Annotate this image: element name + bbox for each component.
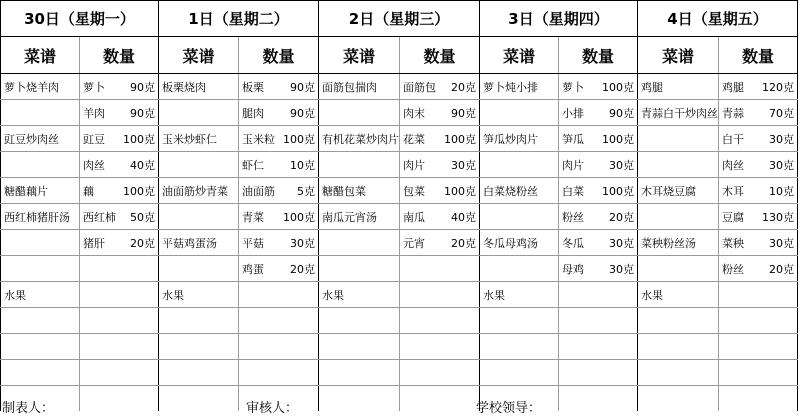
dish-cell (1, 152, 80, 178)
amount-label: 5克 (297, 184, 315, 198)
quantity-cell (719, 256, 798, 282)
dish-cell: 平菇鸡蛋汤 (159, 230, 239, 256)
table-row (1, 230, 798, 256)
footer-leader: 学校领导： (476, 401, 542, 416)
day-header: 1日（星期二） (159, 1, 319, 37)
quantity-cell (239, 152, 319, 178)
amount-label: 100克 (123, 132, 155, 146)
amount-label: 40克 (130, 158, 155, 172)
quantity-cell (559, 308, 638, 334)
quantity-cell (400, 152, 480, 178)
amount-label: 130克 (762, 210, 794, 224)
table-row (1, 74, 798, 100)
ingredient-label: 菜秧 (722, 236, 744, 250)
ingredient-label: 油面筋 (242, 184, 275, 198)
qty-column-header: 数量 (400, 37, 480, 74)
amount-label: 30克 (451, 158, 476, 172)
quantity-cell (559, 360, 638, 386)
quantity-cell (239, 360, 319, 386)
dish-column-header: 菜谱 (319, 37, 400, 74)
ingredient-label: 玉米粒 (242, 132, 275, 146)
quantity-cell (239, 126, 319, 152)
quantity-cell (80, 204, 159, 230)
table-row (1, 126, 798, 152)
dish-cell: 油面筋炒青菜 (159, 178, 239, 204)
dish-cell: 豇豆炒肉丝 (1, 126, 80, 152)
dish-cell: 水果 (319, 282, 400, 308)
dish-cell (480, 360, 559, 386)
footer-reviewer: 审核人： (246, 401, 299, 416)
ingredient-label: 肉片 (403, 158, 425, 172)
ingredient-label: 母鸡 (562, 262, 584, 276)
ingredient-label: 萝卜 (83, 80, 105, 94)
dish-column-header: 菜谱 (159, 37, 239, 74)
amount-label: 100克 (444, 132, 476, 146)
quantity-cell (559, 256, 638, 282)
quantity-cell (400, 74, 480, 100)
quantity-cell (400, 334, 480, 360)
quantity-cell (719, 74, 798, 100)
amount-label: 70克 (769, 106, 794, 120)
ingredient-label: 腿肉 (242, 106, 264, 120)
quantity-cell (400, 256, 480, 282)
table-row (1, 308, 798, 334)
dish-cell: 青蒜白干炒肉丝 (638, 100, 719, 126)
quantity-cell (559, 126, 638, 152)
ingredient-label: 肉片 (562, 158, 584, 172)
day-header: 3日（星期四） (480, 1, 638, 37)
ingredient-label: 肉丝 (722, 158, 744, 172)
amount-label: 90克 (130, 80, 155, 94)
quantity-cell (719, 386, 798, 412)
quantity-cell (80, 334, 159, 360)
dish-cell (159, 204, 239, 230)
dish-cell (159, 386, 239, 412)
dish-cell: 有机花菜炒肉片 (319, 126, 400, 152)
qty-column-header: 数量 (559, 37, 638, 74)
dish-cell (638, 126, 719, 152)
quantity-cell (239, 334, 319, 360)
amount-label: 90克 (130, 106, 155, 120)
dish-cell (319, 360, 400, 386)
amount-label: 20克 (451, 236, 476, 250)
dish-cell: 笋瓜炒肉片 (480, 126, 559, 152)
amount-label: 100克 (283, 210, 315, 224)
dish-column-header: 菜谱 (638, 37, 719, 74)
ingredient-label: 粉丝 (562, 210, 584, 224)
dish-cell (480, 256, 559, 282)
day-header: 30日（星期一） (1, 1, 159, 37)
quantity-cell (400, 204, 480, 230)
dish-cell (159, 334, 239, 360)
table-row (1, 256, 798, 282)
quantity-cell (239, 282, 319, 308)
quantity-cell (80, 152, 159, 178)
amount-label: 20克 (769, 262, 794, 276)
dish-cell (638, 308, 719, 334)
amount-label: 90克 (290, 106, 315, 120)
dish-cell: 板栗烧肉 (159, 74, 239, 100)
quantity-cell (559, 282, 638, 308)
quantity-cell (559, 334, 638, 360)
dish-cell (638, 334, 719, 360)
amount-label: 30克 (769, 158, 794, 172)
day-header: 2日（星期三） (319, 1, 480, 37)
ingredient-label: 面筋包 (403, 80, 436, 94)
dish-cell (480, 204, 559, 230)
dish-cell (1, 256, 80, 282)
dish-cell: 水果 (638, 282, 719, 308)
footer-maker: 制表人： (2, 401, 55, 416)
quantity-cell (559, 204, 638, 230)
dish-cell (480, 308, 559, 334)
quantity-cell (719, 308, 798, 334)
dish-cell (1, 334, 80, 360)
ingredient-label: 小排 (562, 106, 584, 120)
ingredient-label: 白菜 (562, 184, 584, 198)
ingredient-label: 南瓜 (403, 210, 425, 224)
quantity-cell (400, 178, 480, 204)
quantity-cell (719, 204, 798, 230)
dish-cell: 白菜烧粉丝 (480, 178, 559, 204)
quantity-cell (400, 360, 480, 386)
quantity-cell (400, 282, 480, 308)
ingredient-label: 羊肉 (83, 106, 105, 120)
quantity-cell (559, 74, 638, 100)
ingredient-label: 花菜 (403, 132, 425, 146)
table-row (1, 360, 798, 386)
dish-column-header: 菜谱 (480, 37, 559, 74)
dish-cell: 面筋包揣肉 (319, 74, 400, 100)
amount-label: 90克 (451, 106, 476, 120)
dish-cell (638, 256, 719, 282)
quantity-cell (719, 360, 798, 386)
ingredient-label: 粉丝 (722, 262, 744, 276)
dish-cell: 南瓜元宵汤 (319, 204, 400, 230)
quantity-cell (400, 308, 480, 334)
dish-cell: 西红柿猪肝汤 (1, 204, 80, 230)
table-row (1, 178, 798, 204)
dish-cell (480, 100, 559, 126)
ingredient-label: 西红柿 (83, 210, 116, 224)
ingredient-label: 青蒜 (722, 106, 744, 120)
dish-cell (319, 386, 400, 412)
quantity-cell (80, 256, 159, 282)
dish-cell (319, 256, 400, 282)
ingredient-label: 平菇 (242, 236, 264, 250)
dish-cell: 鸡腿 (638, 74, 719, 100)
dish-cell (159, 308, 239, 334)
quantity-cell (239, 74, 319, 100)
dish-cell (159, 152, 239, 178)
dish-cell: 水果 (480, 282, 559, 308)
amount-label: 100克 (444, 184, 476, 198)
amount-label: 120克 (762, 80, 794, 94)
quantity-cell (239, 256, 319, 282)
dish-cell: 萝卜烧羊肉 (1, 74, 80, 100)
table-row (1, 152, 798, 178)
amount-label: 30克 (609, 262, 634, 276)
ingredient-label: 萝卜 (562, 80, 584, 94)
amount-label: 30克 (769, 236, 794, 250)
dish-cell: 萝卜炖小排 (480, 74, 559, 100)
dish-cell: 水果 (1, 282, 80, 308)
amount-label: 100克 (602, 184, 634, 198)
dish-cell (638, 386, 719, 412)
quantity-cell (80, 360, 159, 386)
amount-label: 100克 (283, 132, 315, 146)
amount-label: 10克 (769, 184, 794, 198)
table-row (1, 334, 798, 360)
amount-label: 20克 (609, 210, 634, 224)
amount-label: 100克 (602, 80, 634, 94)
ingredient-label: 元宵 (403, 236, 425, 250)
dish-cell (638, 360, 719, 386)
quantity-cell (719, 334, 798, 360)
dish-cell (319, 308, 400, 334)
dish-cell (319, 230, 400, 256)
qty-column-header: 数量 (719, 37, 798, 74)
ingredient-label: 猪肝 (83, 236, 105, 250)
ingredient-label: 豇豆 (83, 132, 105, 146)
table-row (1, 204, 798, 230)
quantity-cell (719, 100, 798, 126)
amount-label: 20克 (130, 236, 155, 250)
quantity-cell (400, 126, 480, 152)
dish-cell (638, 152, 719, 178)
table-row (1, 282, 798, 308)
quantity-cell (719, 230, 798, 256)
quantity-cell (559, 152, 638, 178)
dish-cell (159, 360, 239, 386)
dish-cell (480, 334, 559, 360)
quantity-cell (400, 386, 480, 412)
quantity-cell (719, 126, 798, 152)
amount-label: 100克 (123, 184, 155, 198)
amount-label: 30克 (290, 236, 315, 250)
dish-cell: 糖醋包菜 (319, 178, 400, 204)
dish-cell (319, 334, 400, 360)
ingredient-label: 藕 (83, 184, 94, 198)
dish-cell (159, 256, 239, 282)
ingredient-label: 豆腐 (722, 210, 744, 224)
dish-cell (638, 204, 719, 230)
quantity-cell (559, 386, 638, 412)
quantity-cell (80, 126, 159, 152)
quantity-cell (719, 282, 798, 308)
dish-cell: 木耳烧豆腐 (638, 178, 719, 204)
amount-label: 40克 (451, 210, 476, 224)
table-row (1, 386, 798, 412)
ingredient-label: 白干 (722, 132, 744, 146)
quantity-cell (80, 100, 159, 126)
quantity-cell (400, 230, 480, 256)
ingredient-label: 鸡蛋 (242, 262, 264, 276)
day-header: 4日（星期五） (638, 1, 798, 37)
dish-cell (1, 360, 80, 386)
dish-cell (1, 100, 80, 126)
dish-cell (1, 308, 80, 334)
amount-label: 30克 (609, 236, 634, 250)
quantity-cell (559, 178, 638, 204)
dish-cell (159, 100, 239, 126)
amount-label: 90克 (609, 106, 634, 120)
dish-cell (480, 152, 559, 178)
dish-cell (319, 152, 400, 178)
ingredient-label: 肉末 (403, 106, 425, 120)
quantity-cell (80, 282, 159, 308)
quantity-cell (80, 308, 159, 334)
table-row (1, 100, 798, 126)
dish-cell: 冬瓜母鸡汤 (480, 230, 559, 256)
ingredient-label: 冬瓜 (562, 236, 584, 250)
ingredient-label: 笋瓜 (562, 132, 584, 146)
ingredient-label: 包菜 (403, 184, 425, 198)
dish-cell (319, 100, 400, 126)
qty-column-header: 数量 (80, 37, 159, 74)
amount-label: 90克 (290, 80, 315, 94)
quantity-cell (559, 230, 638, 256)
quantity-cell (719, 152, 798, 178)
quantity-cell (239, 308, 319, 334)
quantity-cell (239, 204, 319, 230)
quantity-cell (80, 230, 159, 256)
dish-cell: 水果 (159, 282, 239, 308)
dish-cell: 糖醋藕片 (1, 178, 80, 204)
ingredient-label: 木耳 (722, 184, 744, 198)
quantity-cell (239, 230, 319, 256)
quantity-cell (239, 178, 319, 204)
amount-label: 100克 (602, 132, 634, 146)
quantity-cell (719, 178, 798, 204)
amount-label: 50克 (130, 210, 155, 224)
quantity-cell (239, 100, 319, 126)
dish-cell: 菜秧粉丝汤 (638, 230, 719, 256)
quantity-cell (80, 386, 159, 412)
amount-label: 20克 (290, 262, 315, 276)
dish-cell (1, 230, 80, 256)
quantity-cell (559, 100, 638, 126)
amount-label: 30克 (769, 132, 794, 146)
amount-label: 10克 (290, 158, 315, 172)
amount-label: 30克 (609, 158, 634, 172)
quantity-cell (400, 100, 480, 126)
dish-column-header: 菜谱 (1, 37, 80, 74)
quantity-cell (80, 74, 159, 100)
qty-column-header: 数量 (239, 37, 319, 74)
ingredient-label: 板栗 (242, 80, 264, 94)
ingredient-label: 肉丝 (83, 158, 105, 172)
ingredient-label: 虾仁 (242, 158, 264, 172)
dish-cell: 玉米炒虾仁 (159, 126, 239, 152)
ingredient-label: 鸡腿 (722, 80, 744, 94)
amount-label: 20克 (451, 80, 476, 94)
quantity-cell (80, 178, 159, 204)
ingredient-label: 青菜 (242, 210, 264, 224)
